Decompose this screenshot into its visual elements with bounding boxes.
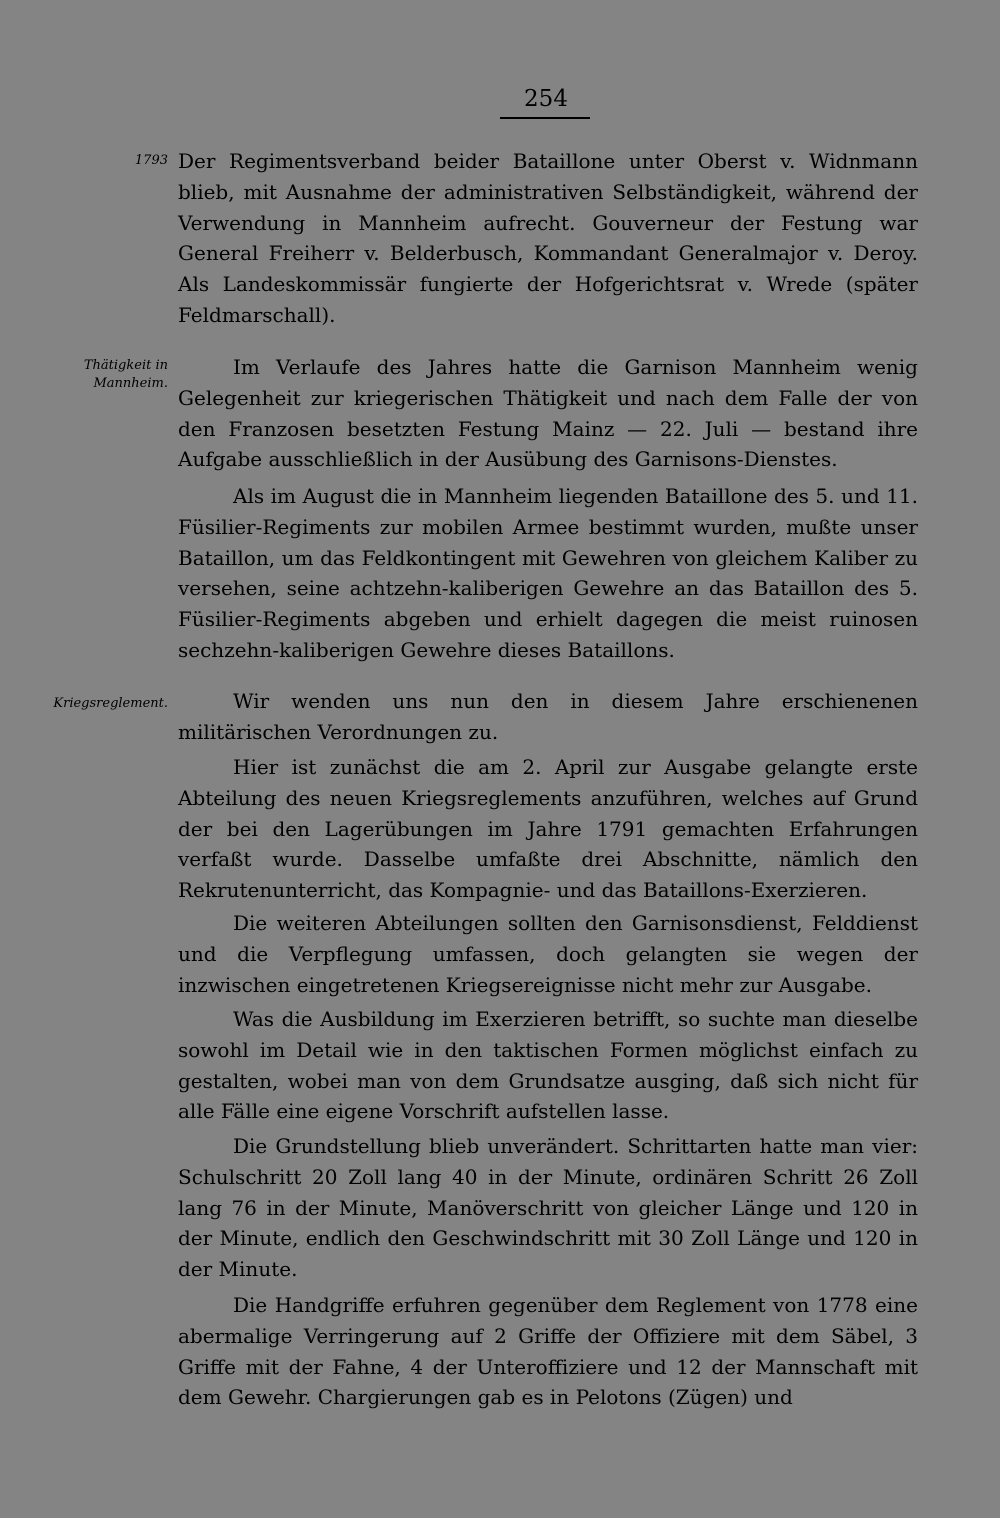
body-paragraph: Die weiteren Abteilungen sollten den Garnisonsdienst, Felddienst und die Verpflegung umfassen, doch gelangten sie wegen der inzwischen eingetretenen Kriegsereignisse nicht mehr zur Ausgabe. xyxy=(178,911,918,997)
margin-note-year: 1793 xyxy=(134,153,168,168)
body-paragraph: Die Grundstellung blieb unverändert. Schrittarten hatte man vier: Schulschritt 20 Zoll lang 40 in der Minute, ordinären Schritt 26 Zoll lang 76 in der Minute, Manöverschritt von gleicher Länge und 120 in der Minute, endlich den Geschwindschritt mit 30 Zoll Länge und 120 in der Minute. xyxy=(178,1134,918,1282)
page-number-underline xyxy=(500,117,590,119)
margin-note-regulations: Kriegsreglement. xyxy=(53,696,168,711)
page-number: 254 xyxy=(524,86,568,112)
body-paragraph: Die Handgriffe erfuhren gegenüber dem Reglement von 1778 eine abermalige Verringerung auf 2 Griffe der Offiziere mit dem Säbel, 3 Griffe mit der Fahne, 4 der Unteroffiziere und 12 der Mannschaft mit dem Gewehr. Chargierungen gab es in Pelotons (Zügen) und xyxy=(178,1293,918,1410)
body-paragraph: Als im August die in Mannheim liegenden Bataillone des 5. und 11. Füsilier-Regiments zur mobilen Armee bestimmt wurden, mußte unser Bataillon, um das Feldkontingent mit Gewehren von gleichem Kaliber zu versehen, seine achtzehn-kaliberigen Gewehre an das Bataillon des 5. Füsilier-Regiments abgeben und erhielt dagegen die meist ruinosen sechzehn-kaliberigen Gewehre dieses Bataillons. xyxy=(178,484,918,662)
body-paragraph: Was die Ausbildung im Exerzieren betrifft, so suchte man dieselbe sowohl im Detail wie in den taktischen Formen möglichst einfach zu gestalten, wobei man von dem Grundsatze ausging, daß sich nicht für alle Fälle eine eigene Vorschrift aufstellen lasse. xyxy=(178,1007,918,1124)
body-paragraph: Im Verlaufe des Jahres hatte die Garnison Mannheim wenig Gelegenheit zur kriegerischen Thätigkeit und nach dem Falle der von den Franzosen besetzten Festung Mainz — 22. Juli — bestand ihre Aufgabe ausschließlich in der Ausübung des Garnisons-Dienstes. xyxy=(178,355,918,472)
body-paragraph: Hier ist zunächst die am 2. April zur Ausgabe gelangte erste Abteilung des neuen Kriegsreglements anzuführen, welches auf Grund der bei den Lagerübungen im Jahre 1791 gemachten Erfahrungen verfaßt wurde. Dasselbe umfaßte drei Abschnitte, nämlich den Rekrutenunterricht, das Kompagnie- und das Bataillons-Exerzieren. xyxy=(178,755,918,903)
body-paragraph: Wir wenden uns nun den in diesem Jahre erschienenen militärischen Verordnungen zu. xyxy=(178,689,918,744)
margin-note-activity: Thätigkeit in Mannheim. xyxy=(83,358,168,391)
body-paragraph: Der Regimentsverband beider Bataillone unter Oberst v. Widnmann blieb, mit Ausnahme der administrativen Selbständigkeit, während der Verwendung in Mannheim aufrecht. Gouverneur der Festung war General Freiherr v. Belderbusch, Kommandant Generalmajor v. Deroy. Als Landeskommissär fungierte der Hofgerichtsrat v. Wrede (später Feldmarschall). xyxy=(178,149,918,327)
